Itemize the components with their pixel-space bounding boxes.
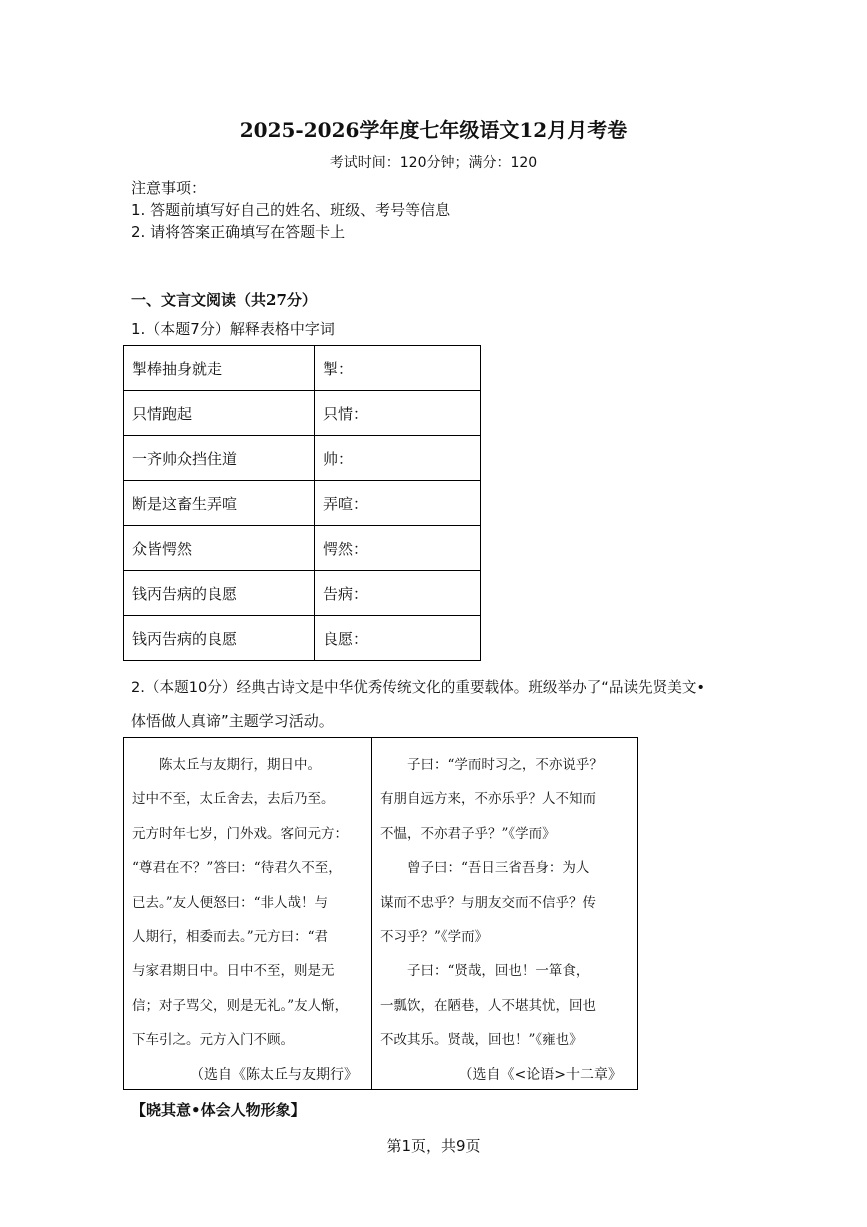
- passage-line: 下车引之。元方入门不顾。: [132, 1032, 294, 1049]
- passage-line: 过中不至，太丘舍去，去后乃至。: [132, 791, 335, 808]
- exam-title: 2025-2026学年度七年级语文12月月考卷: [239, 118, 628, 142]
- answer-cell[interactable]: 掣：: [315, 346, 481, 391]
- table-row: [124, 436, 481, 481]
- passage-line: 不改其乐。贤哉，回也！”《雍也》: [380, 1032, 583, 1049]
- answer-cell[interactable]: 良愿：: [315, 616, 481, 661]
- table-row: [124, 391, 481, 436]
- phrase-cell: 众皆愕然: [124, 526, 315, 571]
- notice-item-1: 1. 答题前填写好自己的姓名、班级、考号等信息: [131, 201, 451, 219]
- table-row: [124, 616, 481, 661]
- phrase-cell: 只情跑起: [124, 391, 315, 436]
- passage-line: 子曰：“学而时习之，不亦说乎？: [407, 757, 603, 773]
- question-2-prompt-line1: 2.（本题10分）经典古诗文是中华优秀传统文化的重要载体。班级举办了“品读先贤美文•: [131, 679, 706, 696]
- passage-line: 已去。”友人便怒曰：“非人哉！与: [132, 894, 329, 911]
- table-row: [124, 346, 481, 391]
- vocab-table: [123, 345, 481, 661]
- column-divider: [371, 738, 372, 1089]
- passage-line: 不习乎？”《学而》: [380, 929, 489, 946]
- passage-source: （选自《<论语>十二章》: [458, 1066, 622, 1083]
- answer-cell[interactable]: 弄喧：: [315, 481, 481, 526]
- question-1-prompt: 1.（本题7分）解释表格中字词: [131, 320, 335, 338]
- passage-line: 不愠，不亦君子乎？”《学而》: [380, 825, 556, 842]
- phrase-cell: 钱丙告病的良愿: [124, 616, 315, 661]
- section-heading: 一、文言文阅读（共27分）: [131, 291, 317, 309]
- phrase-cell: 掣棒抽身就走: [124, 346, 315, 391]
- answer-cell[interactable]: 只情：: [315, 391, 481, 436]
- exam-info: 考试时间：120分钟；满分：120: [329, 155, 538, 171]
- passage-right-column: [380, 748, 628, 1092]
- table-row: [124, 571, 481, 616]
- sub-heading: 【晓其意•体会人物形象】: [131, 1101, 306, 1119]
- passage-line: 人期行，相委而去。”元方曰：“君: [132, 929, 329, 946]
- answer-cell[interactable]: 告病：: [315, 571, 481, 616]
- passage-line: 曾子曰：“吾日三省吾身：为人: [407, 860, 590, 877]
- phrase-cell: 一齐帅众挡住道: [124, 436, 315, 481]
- passage-line: 有朋自远方来，不亦乐乎？人不知而: [380, 791, 596, 808]
- passage-line: 元方时年七岁，门外戏。客问元方：: [132, 825, 348, 842]
- passage-left-column: [132, 748, 364, 1092]
- answer-cell[interactable]: 愕然：: [315, 526, 481, 571]
- passage-line: 子曰：“贤哉，回也！一箪食，: [407, 963, 590, 980]
- passage-line: 一瓢饮，在陋巷，人不堪其忧，回也: [380, 997, 596, 1014]
- passage-box: [123, 737, 638, 1090]
- passage-source: （选自《陈太丘与友期行》: [190, 1066, 358, 1083]
- answer-cell[interactable]: 帅：: [315, 436, 481, 481]
- table-row: [124, 481, 481, 526]
- notice-item-2: 2. 请将答案正确填写在答题卡上: [131, 223, 346, 241]
- table-row: [124, 526, 481, 571]
- phrase-cell: 断是这畜生弄喧: [124, 481, 315, 526]
- page-number: 第1页，共9页: [386, 1137, 481, 1155]
- passage-line: 陈太丘与友期行，期日中。: [159, 757, 321, 773]
- phrase-cell: 钱丙告病的良愿: [124, 571, 315, 616]
- passage-line: 谋而不忠乎？与朋友交而不信乎？传: [380, 894, 596, 911]
- passage-line: 与家君期日中。日中不至，则是无: [132, 963, 335, 980]
- passage-line: “尊君在不？”答曰：“待君久不至，: [132, 860, 342, 877]
- passage-line: 信；对子骂父，则是无礼。”友人惭，: [132, 997, 349, 1014]
- notice-heading: 注意事项：: [131, 179, 207, 197]
- question-2-prompt-line2: 体悟做人真谛”主题学习活动。: [131, 712, 334, 730]
